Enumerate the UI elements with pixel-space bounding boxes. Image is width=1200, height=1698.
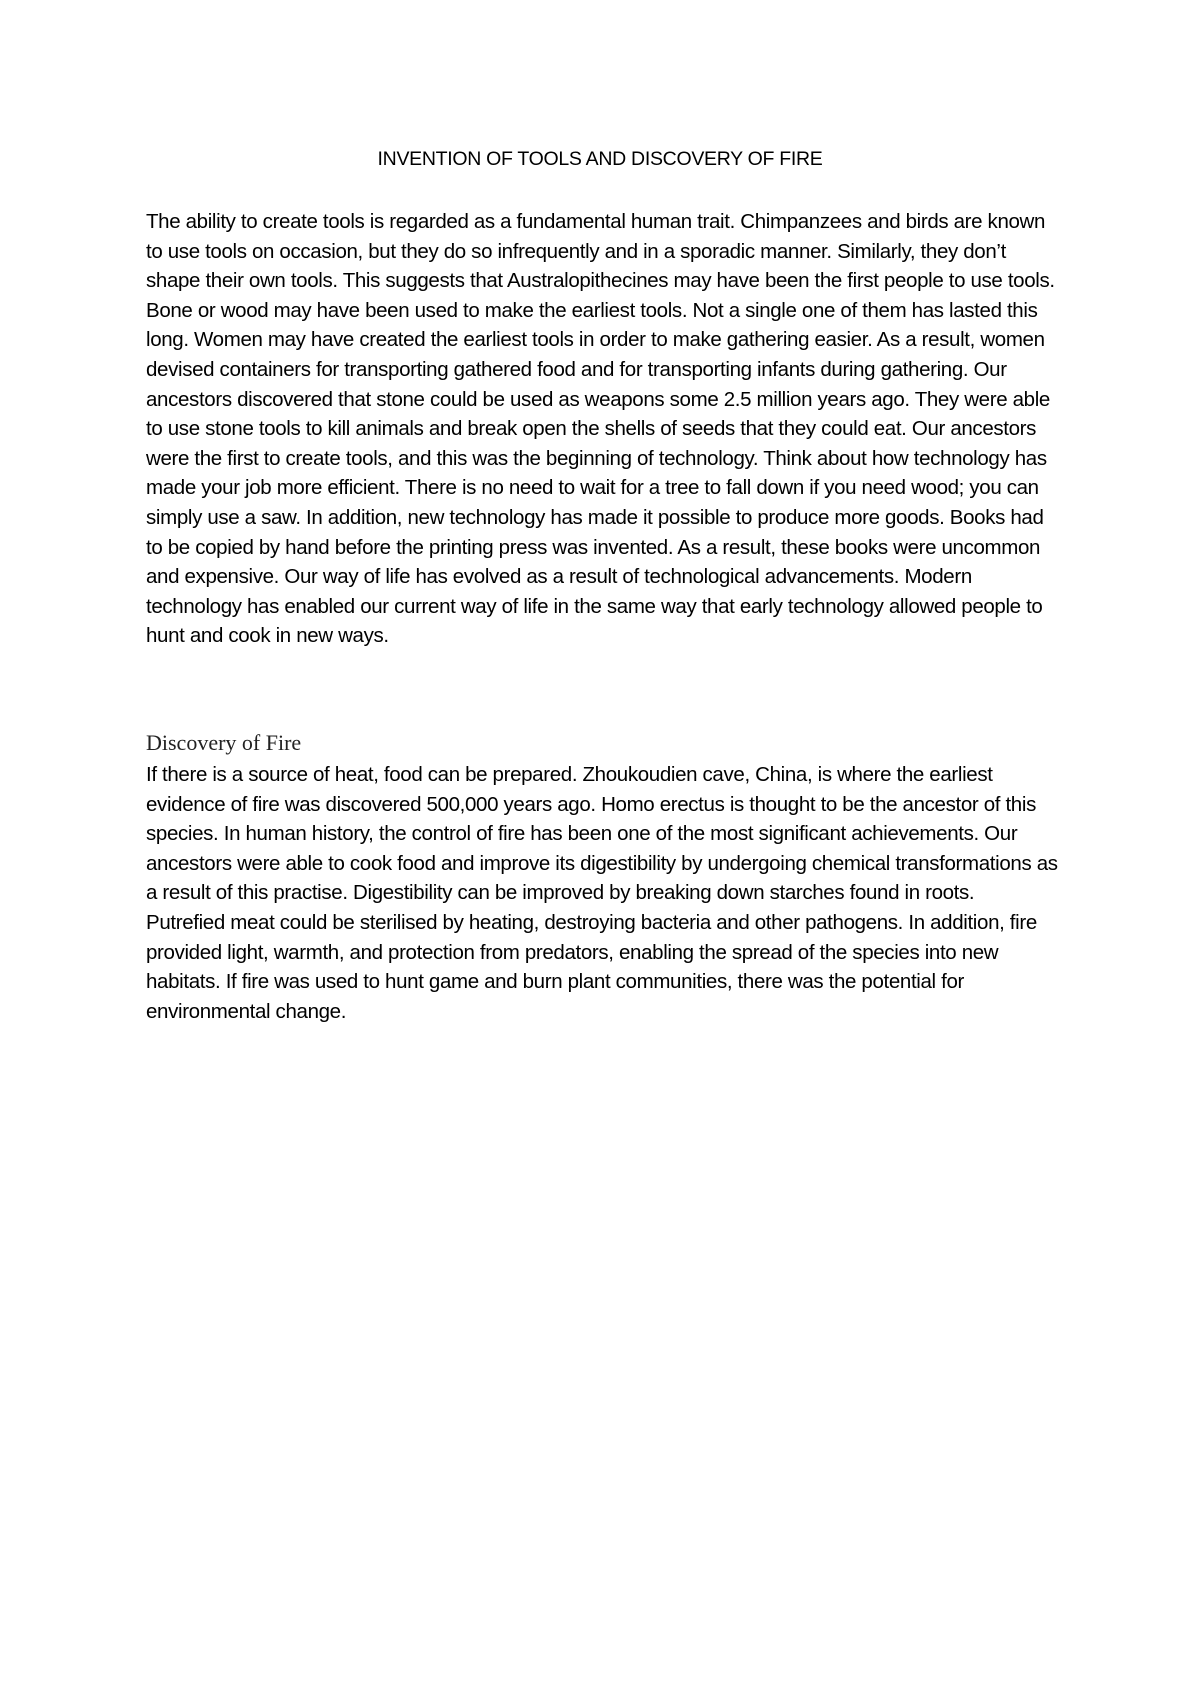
paragraph-invention-of-tools: The ability to create tools is regarded as a fundamental human trait. Chimpanzees and birds are known to use tools on occasion, but they do so infrequently and in a sporadic manner. Similarly, they don’t shape their own tools. This suggests that Australopithecines may have been the first people to use tools. Bone or wood may have been used to make the earliest tools. Not a single one of them has lasted this long. Women may have created the earliest tools in order to make gathering easier. As a result, women devised containers for transporting gathered food and for transporting infants during gathering. Our ancestors discovered that stone could be used as weapons some 2.5 million years ago. They were able to use stone tools to kill animals and break open the shells of seeds that they could eat. Our ancestors were the first to create tools, and this was the beginning of technology. Think about how technology has made your job more efficient. There is no need to wait for a tree to fall down if you need wood; you can simply use a saw. In addition, new technology has made it possible to produce more goods. Books had to be copied by hand before the printing press was invented. As a result, these books were uncommon and expensive. Our way of life has evolved as a result of technological advancements. Modern technology has enabled our current way of life in the same way that early technology allowed people to hunt and cook in new ways.: [146, 210, 1055, 648]
paragraph-discovery-of-fire: If there is a source of heat, food can be prepared. Zhoukoudien cave, China, is where the earliest evidence of fire was discovered 500,000 years ago. Homo erectus is thought to be the ancestor of this species. In human history, the control of fire has been one of the most significant achievements. Our ancestors were able to cook food and improve its digestibility by undergoing chemical transformations as a result of this practise. Digestibility can be improved by breaking down starches found in roots. Putrefied meat could be sterilised by heating, destroying bacteria and other pathogens. In addition, fire provided light, warmth, and protection from predators, enabling the spread of the species into new habitats. If fire was used to hunt game and burn plant communities, there was the potential for environmental change.: [146, 763, 1058, 1023]
section-heading-discovery-of-fire: Discovery of Fire: [146, 730, 302, 755]
document-title: INVENTION OF TOOLS AND DISCOVERY OF FIRE: [377, 148, 823, 170]
